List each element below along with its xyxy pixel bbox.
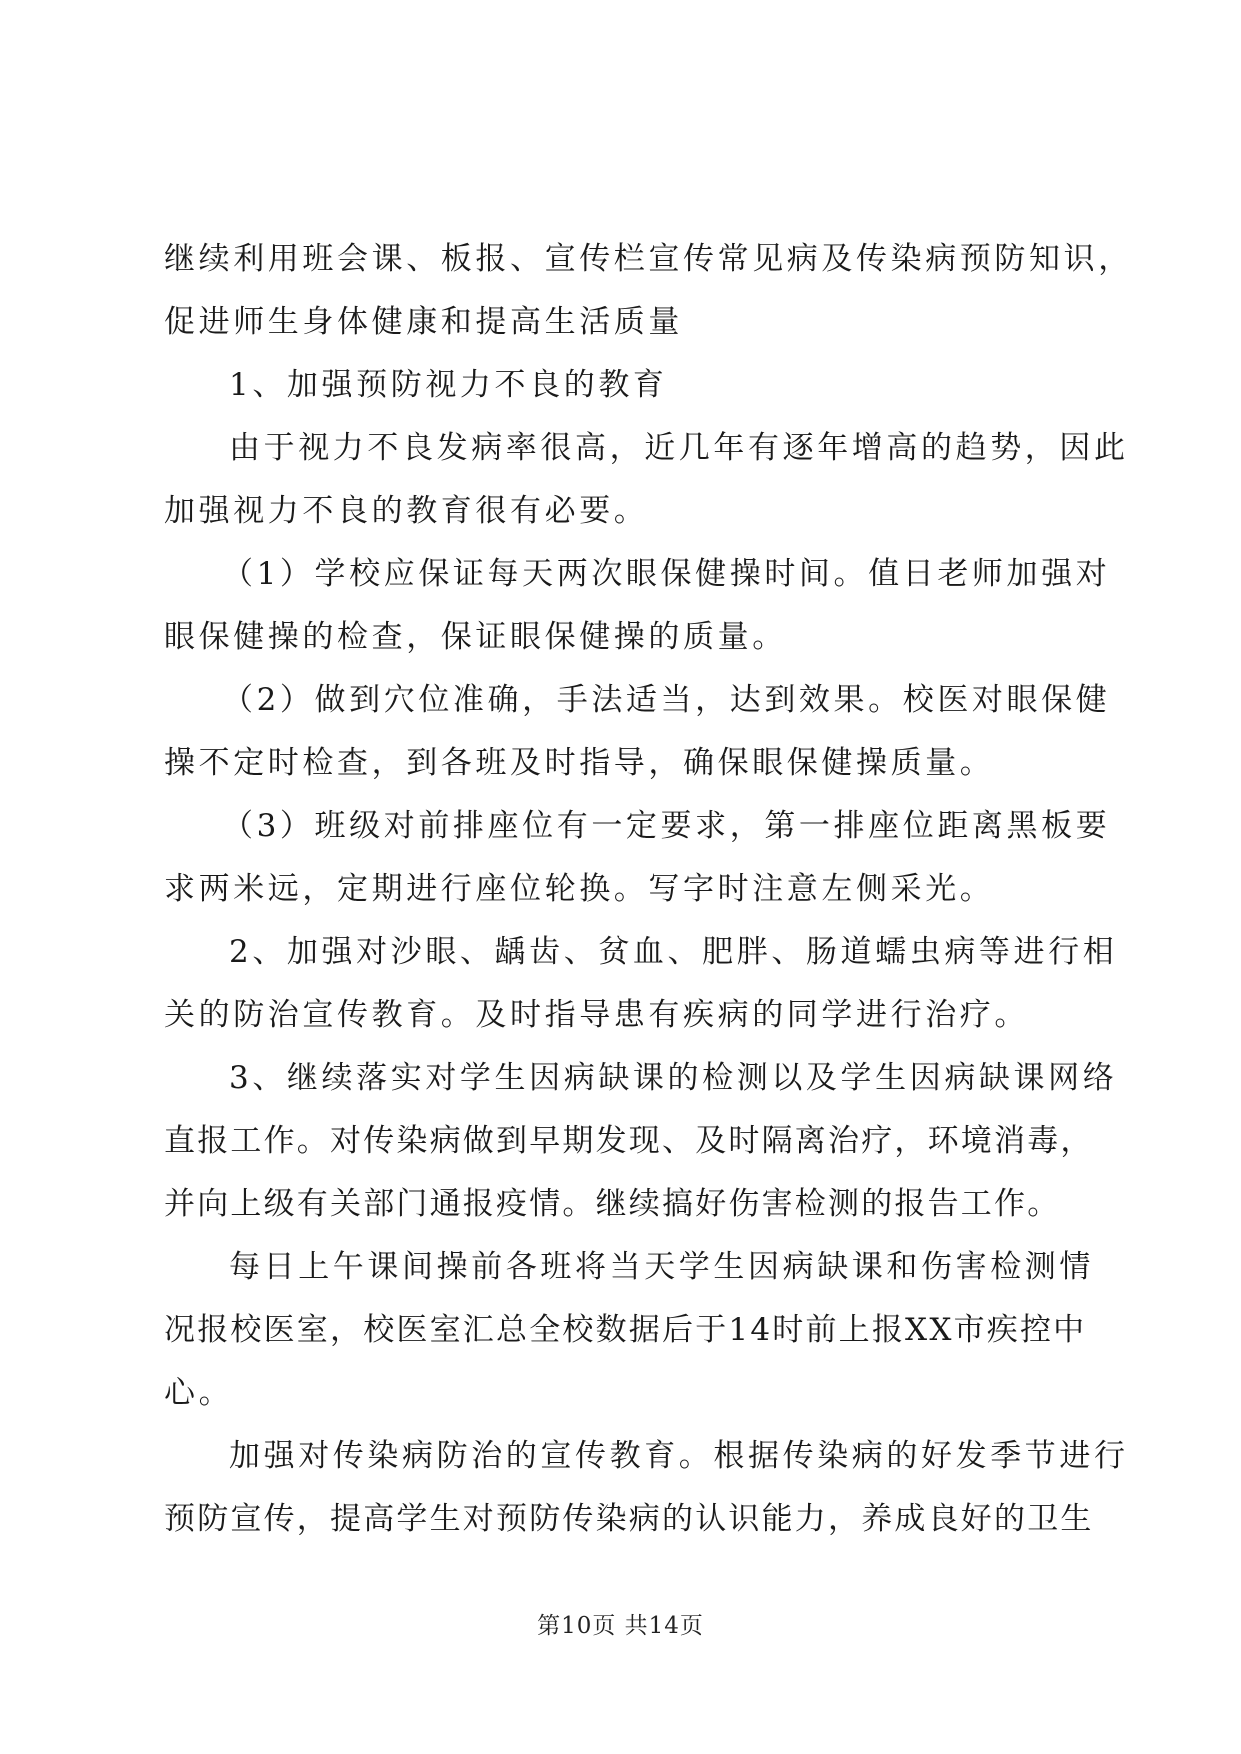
text-line: 操不定时检查，到各班及时指导，确保眼保健操质量。	[164, 745, 995, 781]
text-line: 预防宣传，提高学生对预防传染病的认识能力，养成良好的卫生	[164, 1501, 1094, 1537]
text-line: 关的防治宣传教育。及时指导患有疾病的同学进行治疗。	[164, 997, 1029, 1033]
document-body	[164, 228, 1133, 1551]
section-heading: 1、加强预防视力不良的教育	[229, 367, 668, 403]
text-line: 况报校医室，校医室汇总全校数据后于14时前上报XX市疾控中	[164, 1312, 1087, 1348]
text-line: 继续利用班会课、板报、宣传栏宣传常见病及传染病预防知识，	[164, 241, 1133, 277]
text-line: 促进师生身体健康和提高生活质量	[164, 304, 683, 340]
text-line: 由于视力不良发病率很高，近几年有逐年增高的趋势，因此	[229, 430, 1129, 466]
text-line: 2、加强对沙眼、龋齿、贫血、肥胖、肠道蠕虫病等进行相	[229, 934, 1118, 970]
text-line: 心。	[164, 1375, 234, 1411]
text-line: 3、继续落实对学生因病缺课的检测以及学生因病缺课网络	[229, 1060, 1118, 1096]
text-line: 求两米远，定期进行座位轮换。写字时注意左侧采光。	[164, 871, 995, 907]
text-line: 加强对传染病防治的宣传教育。根据传染病的好发季节进行	[229, 1438, 1129, 1474]
text-line: （3）班级对前排座位有一定要求，第一排座位距离黑板要	[222, 808, 1111, 844]
text-line: （2）做到穴位准确，手法适当，达到效果。校医对眼保健	[222, 682, 1111, 718]
text-line: 直报工作。对传染病做到早期发现、及时隔离治疗，环境消毒，	[164, 1123, 1094, 1159]
text-line: 并向上级有关部门通报疫情。继续搞好伤害检测的报告工作。	[164, 1186, 1061, 1222]
page-number-footer: 第10页 共14页	[537, 1613, 704, 1639]
text-line: 加强视力不良的教育很有必要。	[164, 493, 649, 529]
text-line: （1）学校应保证每天两次眼保健操时间。值日老师加强对	[222, 556, 1111, 592]
text-line: 每日上午课间操前各班将当天学生因病缺课和伤害检测情	[229, 1249, 1094, 1285]
text-line: 眼保健操的检查，保证眼保健操的质量。	[164, 619, 787, 655]
